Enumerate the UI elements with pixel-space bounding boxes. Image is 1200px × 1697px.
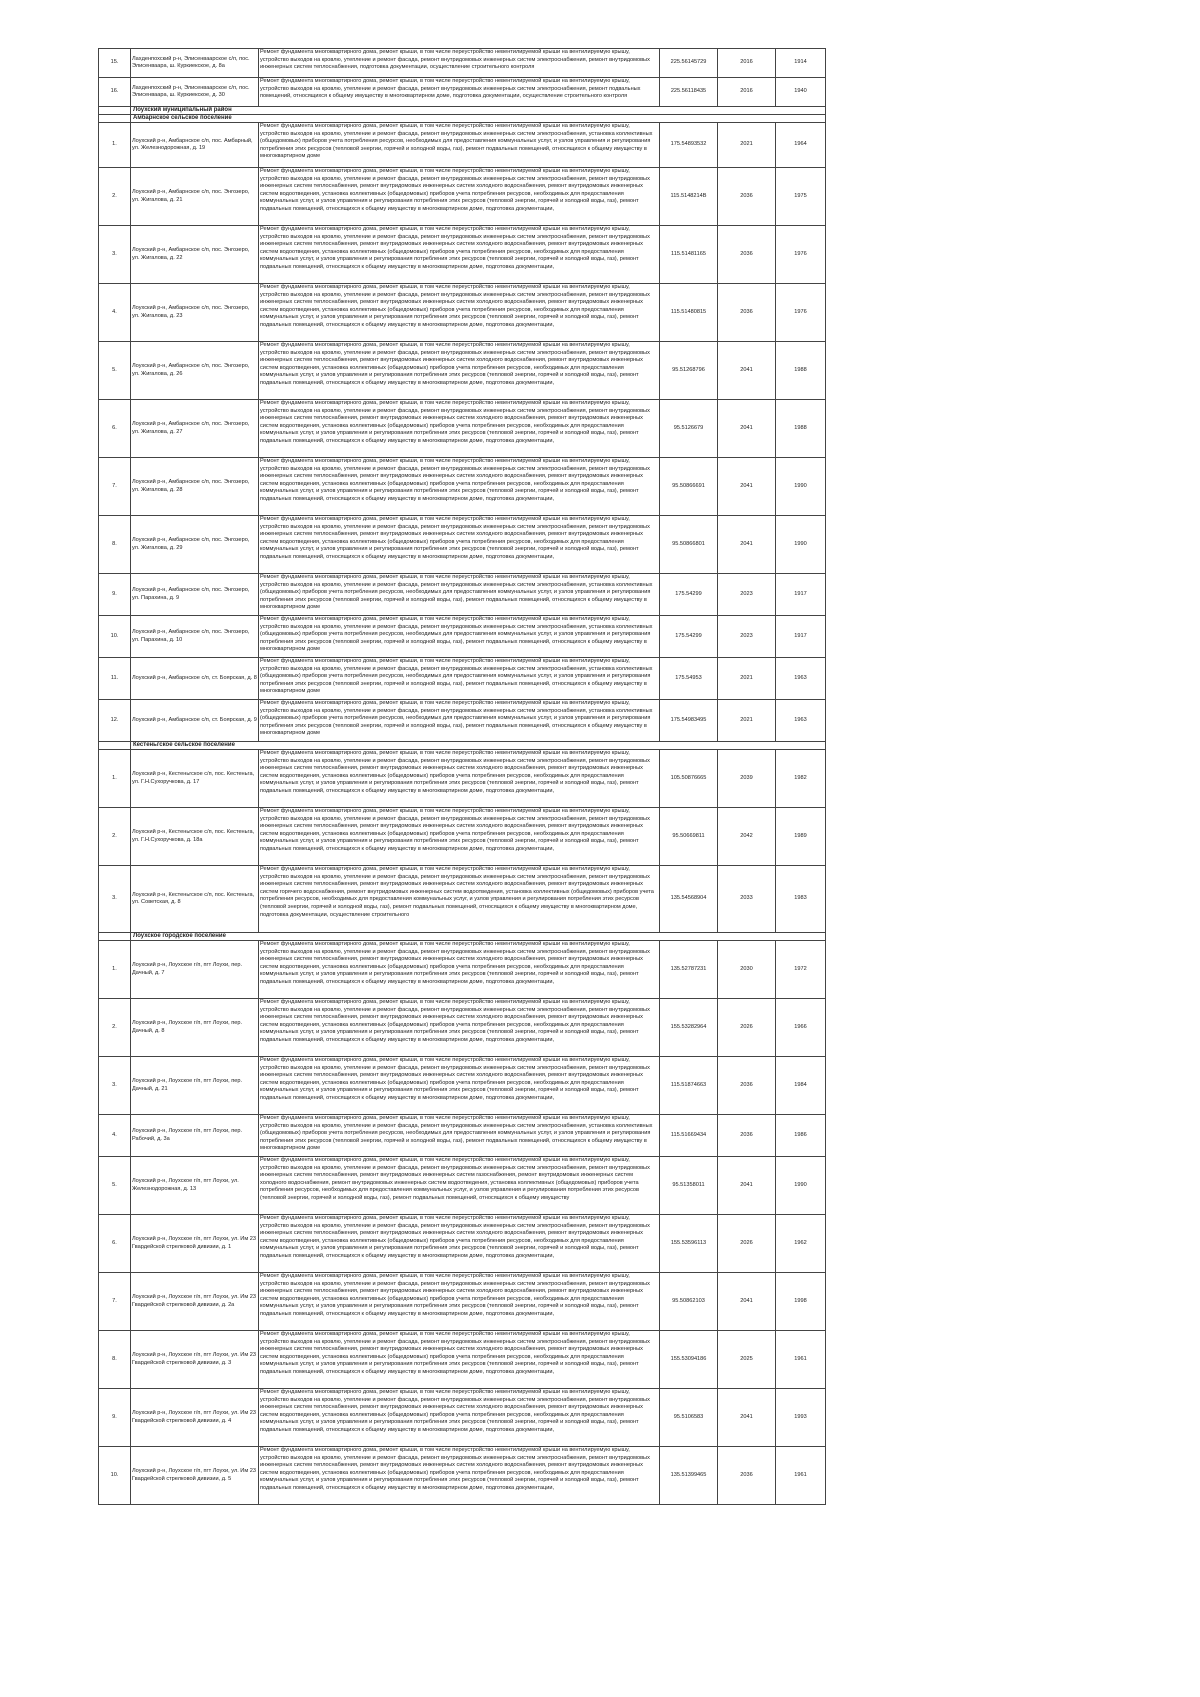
section-title: Лоухский муниципальный район: [131, 107, 826, 115]
row-number: 1.: [99, 750, 131, 808]
section-title: Лоухское городское поселение: [131, 933, 826, 941]
row-number: 5.: [99, 1157, 131, 1215]
works-text: Ремонт фундамента многоквартирного дома, ремонт крыши, в том числе переустройство невентилируемой крыши на вентилируемую крышу, устройство выходов на кровлю, утепление и ремонт фасада, ремонт внутридомовых инженерных систем электроснабжения, ремонт внутридомовых инженерных систем теплоснабжения, ремонт внутридомовых инженерных систем холодного водоснабжения, ремонт внутридомовых инженерных систем водоотведения, установка коллективных (общедомовых) приборов учета потребления ресурсов, необходимых для предоставления коммунальных услуг, и узлов управления и регулирования потребления этих ресурсов (тепловой энергии, горячей и холодной воды, газ), ремонт подвальных помещений, относящихся к общему имуществу в многоквартирном доме, подготовка документации,: [260, 516, 650, 560]
address-cell: Лоухский р-н, Лоухское г/п, пгт Лоухи, ул. Им 23 Гвардейской стрелковой дивизии, д. 2а: [131, 1273, 259, 1331]
works-cell: [259, 226, 660, 284]
works-cell: [259, 458, 660, 516]
built-year-cell: 1990: [776, 516, 826, 574]
cost-cell: 175.54953: [660, 658, 718, 700]
repair-year-cell: 2036: [718, 226, 776, 284]
works-text: Ремонт фундамента многоквартирного дома, ремонт крыши, в том числе переустройство невентилируемой крыши на вентилируемую крышу, устройство выходов на кровлю, утепление и ремонт фасада, ремонт внутридомовых инженерных систем электроснабжения, установка коллективных (общедомовых) приборов учета потребления ресурсов, необходимых для предоставления коммунальных услуг, и узлов управления и регулирования потребления этих ресурсов (тепловой энергии, горячей и холодной воды, газ), ремонт подвальных помещений, относящихся к общему имуществу в многоквартирном доме: [260, 700, 653, 737]
cost-cell: 115.51480815: [660, 284, 718, 342]
table-row: [99, 1447, 826, 1505]
address-cell: Лоухский р-н, Амбарнское с/п, пос. Энгозеро, ул. Жигалова, д. 27: [131, 400, 259, 458]
address-cell: Лоухский р-н, Лоухское г/п, пгт Лоухи, ул. Им 23 Гвардейской стрелковой дивизии, д. 5: [131, 1447, 259, 1505]
address-cell: Лоухский р-н, Лоухское г/п, пгт Лоухи, пер. Дачный, д. 7: [131, 941, 259, 999]
address-cell: Лоухский р-н, Лоухское г/п, пгт Лоухи, пер. Рабочий, д. 3а: [131, 1115, 259, 1157]
built-year-cell: 1962: [776, 1215, 826, 1273]
cost-cell: 155.53094186: [660, 1331, 718, 1389]
address-cell: Лоухский р-н, Лоухское г/п, пгт Лоухи, ул. Им 23 Гвардейской стрелковой дивизии, д. 4: [131, 1389, 259, 1447]
works-cell: [259, 616, 660, 658]
built-year-cell: 1984: [776, 1057, 826, 1115]
works-text: Ремонт фундамента многоквартирного дома, ремонт крыши, в том числе переустройство невентилируемой крыши на вентилируемую крышу, устройство выходов на кровлю, утепление и ремонт фасада, ремонт внутридомовых инженерных систем электроснабжения, ремонт подвальных помещений, относящихся к общему имуществу в многоквартирном доме, подготовка документации, осуществление строительного контроля: [260, 78, 641, 100]
works-text: Ремонт фундамента многоквартирного дома, ремонт крыши, в том числе переустройство невентилируемой крыши на вентилируемую крышу, устройство выходов на кровлю, утепление и ремонт фасада, ремонт внутридомовых инженерных систем электроснабжения, ремонт внутридомовых инженерных систем теплоснабжения, ремонт внутридомовых инженерных систем холодного водоснабжения, ремонт внутридомовых инженерных систем водоотведения, установка коллективных (общедомовых) приборов учета потребления ресурсов, необходимых для предоставления коммунальных услуг, и узлов управления и регулирования потребления этих ресурсов (тепловой энергии, горячей и холодной воды, газ), ремонт подвальных помещений, относящихся к общему имуществу в многоквартирном доме, подготовка документации,: [260, 400, 650, 444]
section-header-row: [99, 742, 826, 750]
address-cell: Лоухский р-н, Амбарнское с/п, пос. Энгозеро, ул. Жигалова, д. 26: [131, 342, 259, 400]
row-number: 6.: [99, 1215, 131, 1273]
repair-year-cell: 2042: [718, 808, 776, 866]
address-cell: Лоухский р-н, Амбарнское с/п, пос. Амбарный, ул. Железнодорожная, д. 19: [131, 123, 259, 168]
repair-year-cell: 2041: [718, 458, 776, 516]
table-row: [99, 458, 826, 516]
built-year-cell: 1990: [776, 458, 826, 516]
section-title: Кестеньгское сельское поселение: [131, 742, 826, 750]
works-cell: [259, 700, 660, 742]
table-row: [99, 1215, 826, 1273]
address-cell: Лоухский р-н, Амбарнское с/п, пос. Энгозеро, ул. Жигалова, д. 22: [131, 226, 259, 284]
table-row: [99, 1331, 826, 1389]
cost-cell: 155.53282964: [660, 999, 718, 1057]
cost-cell: 95.51268796: [660, 342, 718, 400]
built-year-cell: 1988: [776, 342, 826, 400]
works-text: Ремонт фундамента многоквартирного дома, ремонт крыши, в том числе переустройство невентилируемой крыши на вентилируемую крышу, устройство выходов на кровлю, утепление и ремонт фасада, ремонт внутридомовых инженерных систем электроснабжения, ремонт внутридомовых инженерных систем теплоснабжения, ремонт внутридомовых инженерных систем холодного водоснабжения, ремонт внутридомовых инженерных систем водоотведения, установка коллективных (общедомовых) приборов учета потребления ресурсов, необходимых для предоставления коммунальных услуг, и узлов управления и регулирования потребления этих ресурсов (тепловой энергии, горячей и холодной воды, газ), ремонт подвальных помещений, относящихся к общему имуществу в многоквартирном доме, подготовка документации,: [260, 1273, 650, 1317]
cost-cell: 95.50866691: [660, 458, 718, 516]
cost-cell: 175.54299: [660, 574, 718, 616]
repair-year-cell: 2023: [718, 574, 776, 616]
cost-cell: 155.53596113: [660, 1215, 718, 1273]
row-number: 1.: [99, 941, 131, 999]
cost-cell: 95.50866801: [660, 516, 718, 574]
works-cell: [259, 400, 660, 458]
cost-cell: 175.54983495: [660, 700, 718, 742]
table-row: [99, 941, 826, 999]
built-year-cell: 1940: [776, 78, 826, 107]
built-year-cell: 1961: [776, 1447, 826, 1505]
address-cell: Лоухский р-н, Лоухское г/п, пгт Лоухи, ул. Им 23 Гвардейской стрелковой дивизии, д. 3: [131, 1331, 259, 1389]
table-row: [99, 1273, 826, 1331]
address-cell: Лоухский р-н, Лоухское г/п, пгт Лоухи, пер. Дачный, д. 8: [131, 999, 259, 1057]
address-cell: Лоухский р-н, Лоухское г/п, пгт Лоухи, пер. Дачный, д. 21: [131, 1057, 259, 1115]
cost-cell: 115.51481165: [660, 226, 718, 284]
built-year-cell: 1914: [776, 49, 826, 78]
works-cell: [259, 941, 660, 999]
works-cell: [259, 1331, 660, 1389]
built-year-cell: 1963: [776, 658, 826, 700]
cost-cell: 135.54568904: [660, 866, 718, 933]
address-cell: Лоухский р-н, Амбарнское с/п, ст. Боярская, д. 8: [131, 658, 259, 700]
table-row: [99, 78, 826, 107]
table-row: [99, 516, 826, 574]
section-title: Амбарнское сельское поселение: [131, 115, 826, 123]
row-number: 12.: [99, 700, 131, 742]
built-year-cell: 1982: [776, 750, 826, 808]
cost-cell: 175.54893532: [660, 123, 718, 168]
address-cell: Лоухский р-н, Лоухское г/п, пгт Лоухи, ул. Им 23 Гвардейской стрелковой дивизии, д. 1: [131, 1215, 259, 1273]
works-text: Ремонт фундамента многоквартирного дома, ремонт крыши, в том числе переустройство невентилируемой крыши на вентилируемую крышу, устройство выходов на кровлю, утепление и ремонт фасада, ремонт внутридомовых инженерных систем электроснабжения, ремонт внутридомовых инженерных систем теплоснабжения, ремонт внутридомовых инженерных систем холодного водоснабжения, ремонт внутридомовых инженерных систем водоотведения, установка коллективных (общедомовых) приборов учета потребления ресурсов, необходимых для предоставления коммунальных услуг, и узлов управления и регулирования потребления этих ресурсов (тепловой энергии, горячей и холодной воды, газ), ремонт подвальных помещений, относящихся к общему имуществу в многоквартирном доме, подготовка документации,: [260, 1057, 650, 1101]
built-year-cell: 1976: [776, 226, 826, 284]
works-cell: [259, 1157, 660, 1215]
works-cell: [259, 516, 660, 574]
address-cell: Лоухский р-н, Лоухское г/п, пгт Лоухи, ул. Железнодорожная, д. 13: [131, 1157, 259, 1215]
works-text: Ремонт фундамента многоквартирного дома, ремонт крыши, в том числе переустройство невентилируемой крыши на вентилируемую крышу, устройство выходов на кровлю, утепление и ремонт фасада, ремонт внутридомовых инженерных систем электроснабжения, ремонт внутридомовых инженерных систем теплоснабжения, ремонт внутридомовых инженерных систем холодного водоснабжения, ремонт внутридомовых инженерных систем водоотведения, установка коллективных (общедомовых) приборов учета потребления ресурсов, необходимых для предоставления коммунальных услуг, и узлов управления и регулирования потребления этих ресурсов (тепловой энергии, горячей и холодной воды, газ), ремонт подвальных помещений, относящихся к общему имуществу в многоквартирном доме, подготовка документации,: [260, 1447, 650, 1491]
works-cell: [259, 999, 660, 1057]
repair-year-cell: 2041: [718, 342, 776, 400]
cost-cell: 135.51399465: [660, 1447, 718, 1505]
repair-year-cell: 2021: [718, 123, 776, 168]
cost-cell: 115.51874663: [660, 1057, 718, 1115]
works-cell: [259, 808, 660, 866]
built-year-cell: 1917: [776, 574, 826, 616]
repair-year-cell: 2016: [718, 78, 776, 107]
works-cell: [259, 750, 660, 808]
works-cell: [259, 49, 660, 78]
works-cell: [259, 1447, 660, 1505]
section-header-row: [99, 115, 826, 123]
built-year-cell: 1986: [776, 1115, 826, 1157]
table-row: [99, 700, 826, 742]
row-number: 6.: [99, 400, 131, 458]
address-cell: Лоухский р-н, Амбарнское с/п, пос. Энгозеро, ул. Жигалова, д. 23: [131, 284, 259, 342]
row-number: 10.: [99, 616, 131, 658]
works-cell: [259, 123, 660, 168]
cost-cell: 175.54299: [660, 616, 718, 658]
built-year-cell: 1964: [776, 123, 826, 168]
row-number: 15.: [99, 49, 131, 78]
row-number: 10.: [99, 1447, 131, 1505]
repair-year-cell: 2041: [718, 1273, 776, 1331]
address-cell: Лоухский р-н, Кестеньгское с/п, пос. Кестеньга, ул. Советская, д. 8: [131, 866, 259, 933]
works-text: Ремонт фундамента многоквартирного дома, ремонт крыши, в том числе переустройство невентилируемой крыши на вентилируемую крышу, устройство выходов на кровлю, утепление и ремонт фасада, ремонт внутридомовых инженерных систем электроснабжения, ремонт внутридомовых инженерных систем теплоснабжения, ремонт внутридомовых инженерных систем холодного водоснабжения, ремонт внутридомовых инженерных систем водоотведения, установка коллективных (общедомовых) приборов учета потребления ресурсов, необходимых для предоставления коммунальных услуг, и узлов управления и регулирования потребления этих ресурсов (тепловой энергии, горячей и холодной воды, газ), ремонт подвальных помещений, относящихся к общему имуществу в многоквартирном доме, подготовка документации,: [260, 168, 650, 212]
address-cell: Лоухский р-н, Амбарнское с/п, пос. Энгозеро, ул. Жигалова, д. 28: [131, 458, 259, 516]
built-year-cell: 1993: [776, 1389, 826, 1447]
works-text: Ремонт фундамента многоквартирного дома, ремонт крыши, в том числе переустройство невентилируемой крыши на вентилируемую крышу, устройство выходов на кровлю, утепление и ремонт фасада, ремонт внутридомовых инженерных систем электроснабжения, ремонт внутридомовых инженерных систем теплоснабжения, ремонт внутридомовых инженерных систем холодного водоснабжения, ремонт внутридомовых инженерных систем водоотведения, установка коллективных (общедомовых) приборов учета потребления ресурсов, необходимых для предоставления коммунальных услуг, и узлов управления и регулирования потребления этих ресурсов (тепловой энергии, горячей и холодной воды, газ), ремонт подвальных помещений, относящихся к общему имуществу в многоквартирном доме, подготовка документации,: [260, 808, 650, 852]
table-row: [99, 400, 826, 458]
cost-cell: 225.56145729: [660, 49, 718, 78]
cost-cell: 95.5106583: [660, 1389, 718, 1447]
table-row: [99, 1057, 826, 1115]
works-cell: [259, 866, 660, 933]
works-text: Ремонт фундамента многоквартирного дома, ремонт крыши, в том числе переустройство невентилируемой крыши на вентилируемую крышу, устройство выходов на кровлю, утепление и ремонт фасада, ремонт внутридомовых инженерных систем электроснабжения, ремонт внутридомовых инженерных систем теплоснабжения, ремонт внутридомовых инженерных систем холодного водоснабжения, ремонт внутридомовых инженерных систем водоотведения, установка коллективных (общедомовых) приборов учета потребления ресурсов, необходимых для предоставления коммунальных услуг, и узлов управления и регулирования потребления этих ресурсов (тепловой энергии, горячей и холодной воды, газ), ремонт подвальных помещений, относящихся к общему имуществу в многоквартирном доме, подготовка документации,: [260, 750, 650, 794]
repair-year-cell: 2026: [718, 1215, 776, 1273]
repair-year-cell: 2041: [718, 516, 776, 574]
table-row: [99, 1389, 826, 1447]
repair-year-cell: 2036: [718, 168, 776, 226]
built-year-cell: 1972: [776, 941, 826, 999]
repair-year-cell: 2016: [718, 49, 776, 78]
table-row: [99, 49, 826, 78]
works-text: Ремонт фундамента многоквартирного дома, ремонт крыши, в том числе переустройство невентилируемой крыши на вентилируемую крышу, устройство выходов на кровлю, утепление и ремонт фасада, ремонт внутридомовых инженерных систем электроснабжения, ремонт внутридомовых инженерных систем теплоснабжения, ремонт внутридомовых инженерных систем холодного водоснабжения, ремонт внутридомовых инженерных систем водоотведения, установка коллективных (общедомовых) приборов учета потребления ресурсов, необходимых для предоставления коммунальных услуг, и узлов управления и регулирования потребления этих ресурсов (тепловой энергии, горячей и холодной воды, газ), ремонт подвальных помещений, относящихся к общему имуществу в многоквартирном доме, подготовка документации,: [260, 999, 650, 1043]
works-cell: [259, 1215, 660, 1273]
address-cell: Лоухский р-н, Амбарнское с/п, пос. Энгозеро, ул. Жигалова, д. 29: [131, 516, 259, 574]
cost-cell: 105.50876665: [660, 750, 718, 808]
row-number: 8.: [99, 516, 131, 574]
repair-year-cell: 2039: [718, 750, 776, 808]
address-cell: Лахденпохский р-н, Элисенваарское с/п, пос. Элисенваара, ш. Куркиекское, д. 30: [131, 78, 259, 107]
works-text: Ремонт фундамента многоквартирного дома, ремонт крыши, в том числе переустройство невентилируемой крыши на вентилируемую крышу, устройство выходов на кровлю, утепление и ремонт фасада, ремонт внутридомовых инженерных систем электроснабжения, установка коллективных (общедомовых) приборов учета потребления ресурсов, необходимых для предоставления коммунальных услуг, и узлов управления и регулирования потребления этих ресурсов (тепловой энергии, горячей и холодной воды, газ), ремонт подвальных помещений, относящихся к общему имуществу в многоквартирном доме: [260, 658, 653, 695]
repair-year-cell: 2030: [718, 941, 776, 999]
capital-repair-table: [98, 48, 826, 1505]
built-year-cell: 1988: [776, 400, 826, 458]
built-year-cell: 1963: [776, 700, 826, 742]
table-row: [99, 999, 826, 1057]
row-number: 8.: [99, 1331, 131, 1389]
section-header-row: [99, 933, 826, 941]
row-number: 1.: [99, 123, 131, 168]
works-cell: [259, 574, 660, 616]
section-num-cell: [99, 933, 131, 941]
works-text: Ремонт фундамента многоквартирного дома, ремонт крыши, в том числе переустройство невентилируемой крыши на вентилируемую крышу, устройство выходов на кровлю, утепление и ремонт фасада, ремонт внутридомовых инженерных систем электроснабжения, установка коллективных (общедомовых) приборов учета потребления ресурсов, необходимых для предоставления коммунальных услуг, и узлов управления и регулирования потребления этих ресурсов (тепловой энергии, горячей и холодной воды, газ), ремонт подвальных помещений, относящихся к общему имуществу в многоквартирном доме: [260, 574, 653, 611]
row-number: 9.: [99, 574, 131, 616]
row-number: 16.: [99, 78, 131, 107]
cost-cell: 95.50862103: [660, 1273, 718, 1331]
table-row: [99, 808, 826, 866]
row-number: 2.: [99, 999, 131, 1057]
repair-year-cell: 2021: [718, 658, 776, 700]
works-text: Ремонт фундамента многоквартирного дома, ремонт крыши, в том числе переустройство невентилируемой крыши на вентилируемую крышу, устройство выходов на кровлю, утепление и ремонт фасада, ремонт внутридомовых инженерных систем электроснабжения, ремонт внутридомовых инженерных систем теплоснабжения, ремонт внутридомовых инженерных систем холодного водоснабжения, ремонт внутридомовых инженерных систем водоотведения, установка коллективных (общедомовых) приборов учета потребления ресурсов, необходимых для предоставления коммунальных услуг, и узлов управления и регулирования потребления этих ресурсов (тепловой энергии, горячей и холодной воды, газ), ремонт подвальных помещений, относящихся к общему имуществу в многоквартирном доме, подготовка документации,: [260, 284, 650, 328]
cost-cell: 115.51669434: [660, 1115, 718, 1157]
table-row: [99, 123, 826, 168]
row-number: 3.: [99, 866, 131, 933]
works-cell: [259, 1115, 660, 1157]
table-row: [99, 284, 826, 342]
table-row: [99, 1115, 826, 1157]
works-text: Ремонт фундамента многоквартирного дома, ремонт крыши, в том числе переустройство невентилируемой крыши на вентилируемую крышу, устройство выходов на кровлю, утепление и ремонт фасада, ремонт внутридомовых инженерных систем электроснабжения, ремонт внутридомовых инженерных систем теплоснабжения, ремонт внутридомовых инженерных систем холодного водоснабжения, ремонт внутридомовых инженерных систем водоотведения, установка коллективных (общедомовых) приборов учета потребления ресурсов, необходимых для предоставления коммунальных услуг, и узлов управления и регулирования потребления этих ресурсов (тепловой энергии, горячей и холодной воды, газ), ремонт подвальных помещений, относящихся к общему имуществу в многоквартирном доме, подготовка документации,: [260, 1331, 650, 1375]
address-cell: Лоухский р-н, Амбарнское с/п, пос. Энгозеро, ул. Жигалова, д. 21: [131, 168, 259, 226]
row-number: 9.: [99, 1389, 131, 1447]
repair-year-cell: 2033: [718, 866, 776, 933]
works-text: Ремонт фундамента многоквартирного дома, ремонт крыши, в том числе переустройство невентилируемой крыши на вентилируемую крышу, устройство выходов на кровлю, утепление и ремонт фасада, ремонт внутридомовых инженерных систем электроснабжения, ремонт внутридомовых инженерных систем теплоснабжения, ремонт внутридомовых инженерных систем холодного водоснабжения, ремонт внутридомовых инженерных систем водоотведения, установка коллективных (общедомовых) приборов учета потребления ресурсов, необходимых для предоставления коммунальных услуг, и узлов управления и регулирования потребления этих ресурсов (тепловой энергии, горячей и холодной воды, газ), ремонт подвальных помещений, относящихся к общему имуществу в многоквартирном доме, подготовка документации,: [260, 1215, 650, 1259]
built-year-cell: 1983: [776, 866, 826, 933]
works-text: Ремонт фундамента многоквартирного дома, ремонт крыши, в том числе переустройство невентилируемой крыши на вентилируемую крышу, устройство выходов на кровлю, утепление и ремонт фасада, ремонт внутридомовых инженерных систем электроснабжения, установка коллективных (общедомовых) приборов учета потребления ресурсов, необходимых для предоставления коммунальных услуг, и узлов управления и регулирования потребления этих ресурсов (тепловой энергии, горячей и холодной воды, газ), ремонт подвальных помещений, относящихся к общему имуществу в многоквартирном доме: [260, 616, 653, 653]
table-row: [99, 226, 826, 284]
table-row: [99, 168, 826, 226]
row-number: 3.: [99, 1057, 131, 1115]
works-text: Ремонт фундамента многоквартирного дома, ремонт крыши, в том числе переустройство невентилируемой крыши на вентилируемую крышу, устройство выходов на кровлю, утепление и ремонт фасада, ремонт внутридомовых инженерных систем электроснабжения, установка коллективных (общедомовых) приборов учета потребления ресурсов, необходимых для предоставления коммунальных услуг, и узлов управления и регулирования потребления этих ресурсов (тепловой энергии, горячей и холодной воды, газ), ремонт подвальных помещений, относящихся к общему имуществу в многоквартирном доме: [260, 123, 653, 160]
built-year-cell: 1990: [776, 1157, 826, 1215]
repair-year-cell: 2021: [718, 700, 776, 742]
works-text: Ремонт фундамента многоквартирного дома, ремонт крыши, в том числе переустройство невентилируемой крыши на вентилируемую крышу, устройство выходов на кровлю, утепление и ремонт фасада, ремонт внутридомовых инженерных систем электроснабжения, ремонт внутридомовых инженерных систем теплоснабжения, ремонт внутридомовых инженерных систем газоснабжения, ремонт внутридомовых инженерных систем холодного водоснабжения, ремонт внутридомовых инженерных систем водоотведения, установка коллективных (общедомовых) приборов учета потребления ресурсов, необходимых для предоставления коммунальных услуг, и узлов управления и регулирования потребления этих ресурсов (тепловой энергии, горячей и холодной воды, газ), ремонт подвальных помещений, относящихся к общему имуществу: [260, 1157, 650, 1201]
works-text: Ремонт фундамента многоквартирного дома, ремонт крыши, в том числе переустройство невентилируемой крыши на вентилируемую крышу, устройство выходов на кровлю, утепление и ремонт фасада, ремонт внутридомовых инженерных систем электроснабжения, ремонт внутридомовых инженерных систем теплоснабжения, ремонт внутридомовых инженерных систем холодного водоснабжения, ремонт внутридомовых инженерных систем горячего водоснабжения, ремонт внутридомовых инженерных систем водоотведения, установка коллективных (общедомовых) приборов учета потребления ресурсов, необходимых для предоставления коммунальных услуг, и узлов управления и регулирования потребления этих ресурсов (тепловой энергии, горячей и холодной воды, газ), ремонт подвальных помещений, относящихся к общему имуществу в многоквартирном доме, подготовка документации, осуществление строительного: [260, 866, 654, 918]
repair-year-cell: 2036: [718, 1115, 776, 1157]
repair-year-cell: 2041: [718, 1389, 776, 1447]
table-row: [99, 1157, 826, 1215]
repair-year-cell: 2036: [718, 1057, 776, 1115]
cost-cell: 225.56118435: [660, 78, 718, 107]
section-num-cell: [99, 107, 131, 115]
table-row: [99, 750, 826, 808]
built-year-cell: 1976: [776, 284, 826, 342]
built-year-cell: 1966: [776, 999, 826, 1057]
cost-cell: 95.50669811: [660, 808, 718, 866]
row-number: 2.: [99, 168, 131, 226]
section-num-cell: [99, 115, 131, 123]
row-number: 5.: [99, 342, 131, 400]
row-number: 4.: [99, 1115, 131, 1157]
built-year-cell: 1998: [776, 1273, 826, 1331]
repair-year-cell: 2041: [718, 400, 776, 458]
works-cell: [259, 342, 660, 400]
repair-year-cell: 2023: [718, 616, 776, 658]
repair-year-cell: 2025: [718, 1331, 776, 1389]
address-cell: Лоухский р-н, Кестеньгское с/п, пос. Кестеньга, ул. Г.Н.Сухоручкова, д. 17: [131, 750, 259, 808]
address-cell: Лоухский р-н, Кестеньгское с/п, пос. Кестеньга, ул. Г.Н.Сухоручкова, д. 18а: [131, 808, 259, 866]
row-number: 3.: [99, 226, 131, 284]
address-cell: Лоухский р-н, Амбарнское с/п, пос. Энгозеро, ул. Парахина, д. 9: [131, 574, 259, 616]
works-cell: [259, 1273, 660, 1331]
table-row: [99, 658, 826, 700]
works-cell: [259, 1057, 660, 1115]
repair-year-cell: 2041: [718, 1157, 776, 1215]
cost-cell: 95.5126679: [660, 400, 718, 458]
section-header-row: [99, 107, 826, 115]
repair-year-cell: 2036: [718, 1447, 776, 1505]
row-number: 11.: [99, 658, 131, 700]
built-year-cell: 1961: [776, 1331, 826, 1389]
works-text: Ремонт фундамента многоквартирного дома, ремонт крыши, в том числе переустройство невентилируемой крыши на вентилируемую крышу, устройство выходов на кровлю, утепление и ремонт фасада, ремонт внутридомовых инженерных систем электроснабжения, ремонт внутридомовых инженерных систем теплоснабжения, ремонт внутридомовых инженерных систем холодного водоснабжения, ремонт внутридомовых инженерных систем водоотведения, установка коллективных (общедомовых) приборов учета потребления ресурсов, необходимых для предоставления коммунальных услуг, и узлов управления и регулирования потребления этих ресурсов (тепловой энергии, горячей и холодной воды, газ), ремонт подвальных помещений, относящихся к общему имуществу в многоквартирном доме, подготовка документации,: [260, 941, 650, 985]
row-number: 2.: [99, 808, 131, 866]
table-row: [99, 616, 826, 658]
works-text: Ремонт фундамента многоквартирного дома, ремонт крыши, в том числе переустройство невентилируемой крыши на вентилируемую крышу, устройство выходов на кровлю, утепление и ремонт фасада, ремонт внутридомовых инженерных систем электроснабжения, ремонт внутридомовых инженерных систем теплоснабжения, ремонт внутридомовых инженерных систем холодного водоснабжения, ремонт внутридомовых инженерных систем водоотведения, установка коллективных (общедомовых) приборов учета потребления ресурсов, необходимых для предоставления коммунальных услуг, и узлов управления и регулирования потребления этих ресурсов (тепловой энергии, горячей и холодной воды, газ), ремонт подвальных помещений, относящихся к общему имуществу в многоквартирном доме, подготовка документации,: [260, 458, 650, 502]
works-cell: [259, 1389, 660, 1447]
works-cell: [259, 284, 660, 342]
works-cell: [259, 168, 660, 226]
built-year-cell: 1989: [776, 808, 826, 866]
works-text: Ремонт фундамента многоквартирного дома, ремонт крыши, в том числе переустройство невентилируемой крыши на вентилируемую крышу, устройство выходов на кровлю, утепление и ремонт фасада, ремонт внутридомовых инженерных систем электроснабжения, ремонт внутридомовых инженерных систем теплоснабжения, ремонт внутридомовых инженерных систем холодного водоснабжения, ремонт внутридомовых инженерных систем водоотведения, установка коллективных (общедомовых) приборов учета потребления ресурсов, необходимых для предоставления коммунальных услуг, и узлов управления и регулирования потребления этих ресурсов (тепловой энергии, горячей и холодной воды, газ), ремонт подвальных помещений, относящихся к общему имуществу в многоквартирном доме, подготовка документации,: [260, 1389, 650, 1433]
address-cell: Лоухский р-н, Амбарнское с/п, ст. Боярская, д. 9: [131, 700, 259, 742]
table-row: [99, 866, 826, 933]
works-text: Ремонт фундамента многоквартирного дома, ремонт крыши, в том числе переустройство невентилируемой крыши на вентилируемую крышу, устройство выходов на кровлю, утепление и ремонт фасада, ремонт внутридомовых инженерных систем электроснабжения, установка коллективных (общедомовых) приборов учета потребления ресурсов, необходимых для предоставления коммунальных услуг, и узлов управления и регулирования потребления этих ресурсов (тепловой энергии, горячей и холодной воды, газ), ремонт подвальных помещений, относящихся к общему имуществу в многоквартирном доме: [260, 1115, 653, 1152]
cost-cell: 95.51358011: [660, 1157, 718, 1215]
table-row: [99, 574, 826, 616]
row-number: 7.: [99, 1273, 131, 1331]
row-number: 7.: [99, 458, 131, 516]
works-text: Ремонт фундамента многоквартирного дома, ремонт крыши, в том числе переустройство невентилируемой крыши на вентилируемую крышу, устройство выходов на кровлю, утепление и ремонт фасада, ремонт внутридомовых инженерных систем электроснабжения, ремонт внутридомовых инженерных систем теплоснабжения, ремонт внутридомовых инженерных систем холодного водоснабжения, ремонт внутридомовых инженерных систем водоотведения, установка коллективных (общедомовых) приборов учета потребления ресурсов, необходимых для предоставления коммунальных услуг, и узлов управления и регулирования потребления этих ресурсов (тепловой энергии, горячей и холодной воды, газ), ремонт подвальных помещений, относящихся к общему имуществу в многоквартирном доме, подготовка документации,: [260, 226, 650, 270]
repair-year-cell: 2026: [718, 999, 776, 1057]
row-number: 4.: [99, 284, 131, 342]
cost-cell: 135.52787231: [660, 941, 718, 999]
cost-cell: 115.5148214В: [660, 168, 718, 226]
section-num-cell: [99, 742, 131, 750]
built-year-cell: 1917: [776, 616, 826, 658]
document-page: [98, 48, 811, 1505]
works-text: Ремонт фундамента многоквартирного дома, ремонт крыши, в том числе переустройство невентилируемой крыши на вентилируемую крышу, устройство выходов на кровлю, утепление и ремонт фасада, ремонт внутридомовых инженерных систем электроснабжения, ремонт внутридомовых инженерных систем теплоснабжения, подготовка документации, осуществление строительного контроля: [260, 49, 650, 71]
works-text: Ремонт фундамента многоквартирного дома, ремонт крыши, в том числе переустройство невентилируемой крыши на вентилируемую крышу, устройство выходов на кровлю, утепление и ремонт фасада, ремонт внутридомовых инженерных систем электроснабжения, ремонт внутридомовых инженерных систем теплоснабжения, ремонт внутридомовых инженерных систем холодного водоснабжения, ремонт внутридомовых инженерных систем водоотведения, установка коллективных (общедомовых) приборов учета потребления ресурсов, необходимых для предоставления коммунальных услуг, и узлов управления и регулирования потребления этих ресурсов (тепловой энергии, горячей и холодной воды, газ), ремонт подвальных помещений, относящихся к общему имуществу в многоквартирном доме, подготовка документации,: [260, 342, 650, 386]
table-body: [99, 49, 826, 1505]
works-cell: [259, 78, 660, 107]
works-cell: [259, 658, 660, 700]
built-year-cell: 1975: [776, 168, 826, 226]
address-cell: Лахденпохский р-н, Элисенваарское с/п, пос. Элисенваара, ш. Куркиекское, д. 8а: [131, 49, 259, 78]
repair-year-cell: 2036: [718, 284, 776, 342]
address-cell: Лоухский р-н, Амбарнское с/п, пос. Энгозеро, ул. Парахина, д. 10: [131, 616, 259, 658]
table-row: [99, 342, 826, 400]
